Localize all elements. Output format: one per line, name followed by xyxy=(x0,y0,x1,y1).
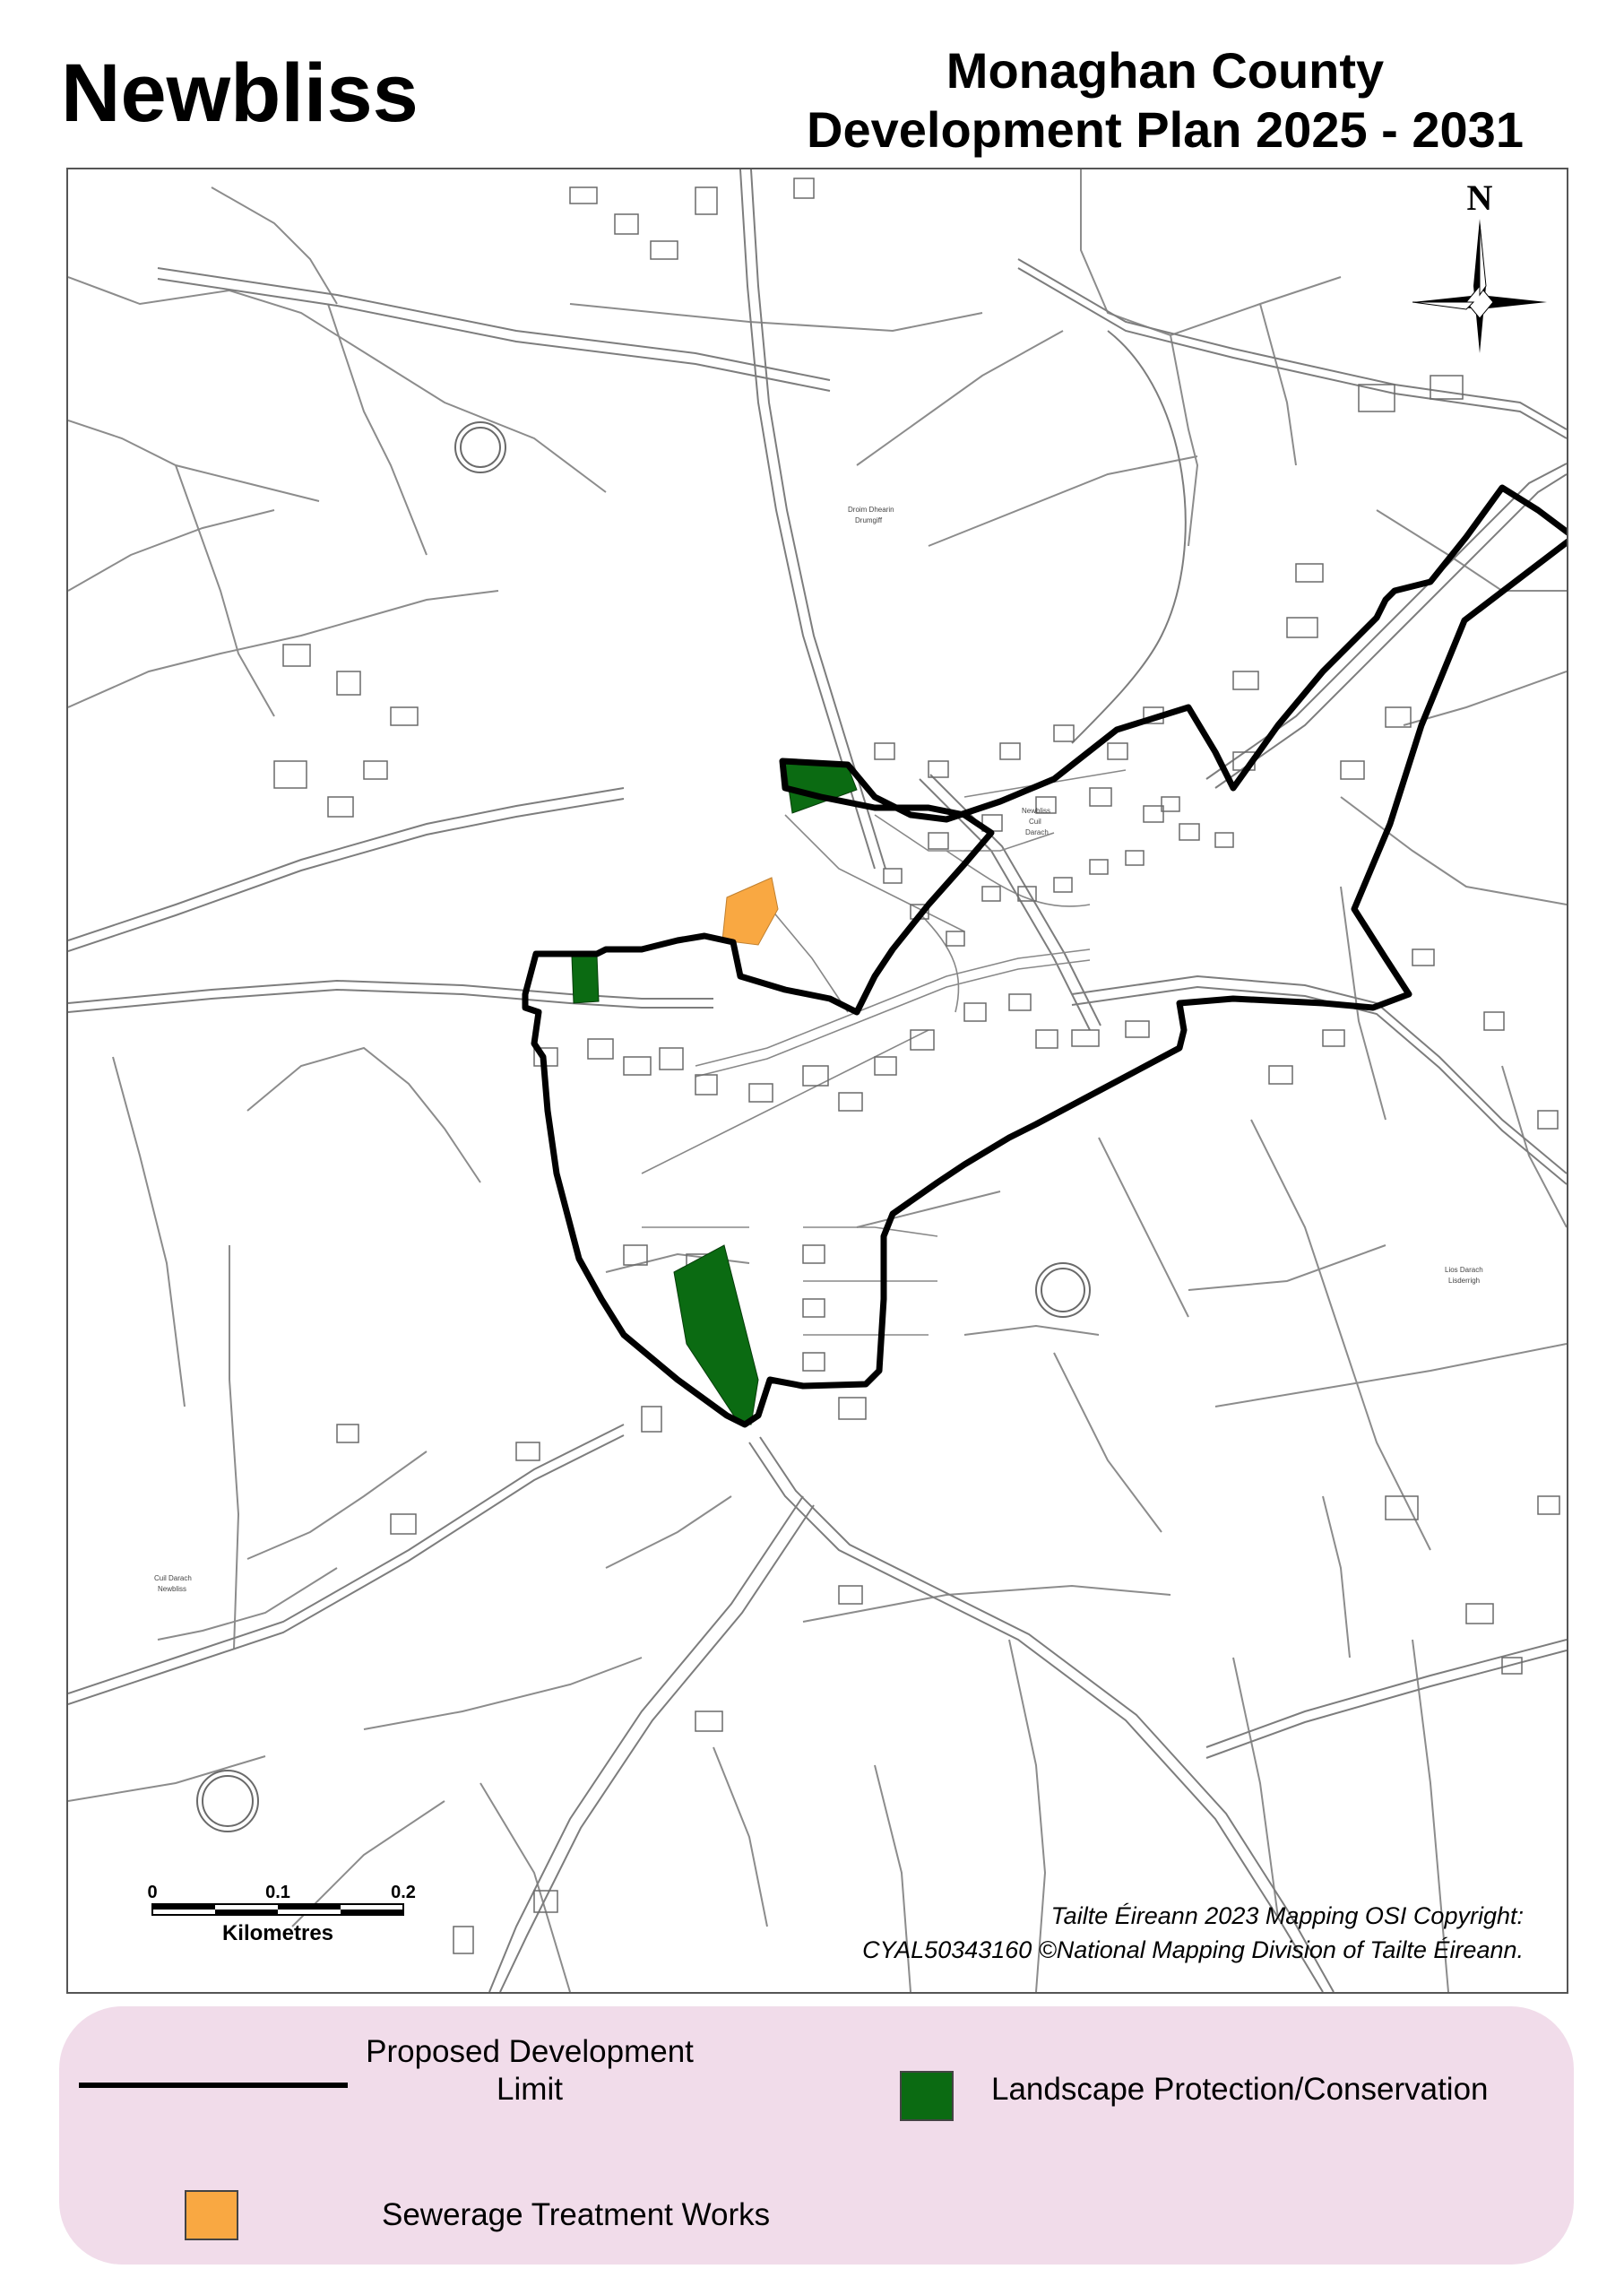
landscape-protection-area-west[interactable] xyxy=(572,955,599,1003)
legend-boundary-label-line-1: Proposed Development xyxy=(366,2034,694,2069)
place-labels xyxy=(154,506,1483,1593)
legend xyxy=(59,2006,1574,2265)
legend-boundary-label xyxy=(355,2033,704,2109)
legend-landscape-label: Landscape Protection/Conservation xyxy=(991,2072,1489,2107)
plan-title-line-1: Monaghan County xyxy=(946,42,1385,99)
sewerage-treatment-works[interactable] xyxy=(722,878,778,945)
road-network xyxy=(68,169,1567,1992)
copyright-notice xyxy=(735,1899,1524,1967)
place-label-6: Lios Darach xyxy=(1445,1266,1483,1274)
place-label-4: Cuil xyxy=(1029,818,1041,826)
legend-sewerage-swatch xyxy=(185,2190,238,2240)
north-arrow xyxy=(1412,178,1547,353)
landscape-protection-area-south[interactable] xyxy=(674,1245,758,1425)
map-canvas xyxy=(68,169,1567,1992)
copyright-line-2: CYAL50343160 ©National Mapping Division of Tailte Éireann. xyxy=(862,1936,1524,1963)
scale-unit: Kilometres xyxy=(221,1921,334,1945)
legend-boundary-label-line-2: Limit xyxy=(497,2072,563,2107)
buildings xyxy=(274,178,1559,1953)
place-label-1: Droim Dhearin xyxy=(848,506,894,514)
north-label: N xyxy=(1466,178,1493,218)
legend-boundary-line xyxy=(79,2083,348,2088)
place-label-2: Drumgiff xyxy=(855,516,883,524)
legend-landscape-swatch xyxy=(900,2071,954,2121)
plan-title xyxy=(762,41,1568,160)
scale-bar xyxy=(147,1883,415,1945)
scale-tick-2: 0.2 xyxy=(391,1883,416,1902)
place-label-9: Newbliss xyxy=(158,1585,187,1593)
place-label-3: Newbliss xyxy=(1022,807,1051,815)
place-label-7: Lisderrigh xyxy=(1448,1277,1481,1285)
field-boundaries xyxy=(68,169,1567,1992)
place-label-5: Darach xyxy=(1025,828,1049,836)
map-area[interactable] xyxy=(66,168,1568,1994)
plan-title-line-2: Development Plan 2025 - 2031 xyxy=(807,101,1524,158)
scale-tick-0: 0 xyxy=(147,1883,158,1902)
legend-sewerage-label: Sewerage Treatment Works xyxy=(382,2197,771,2232)
map-title-town: Newbliss xyxy=(61,48,419,139)
circular-features xyxy=(197,422,1090,1832)
place-label-8: Cuil Darach xyxy=(154,1574,192,1582)
copyright-line-1: Tailte Éireann 2023 Mapping OSI Copyright: xyxy=(1050,1902,1524,1929)
scale-tick-1: 0.1 xyxy=(265,1883,290,1902)
